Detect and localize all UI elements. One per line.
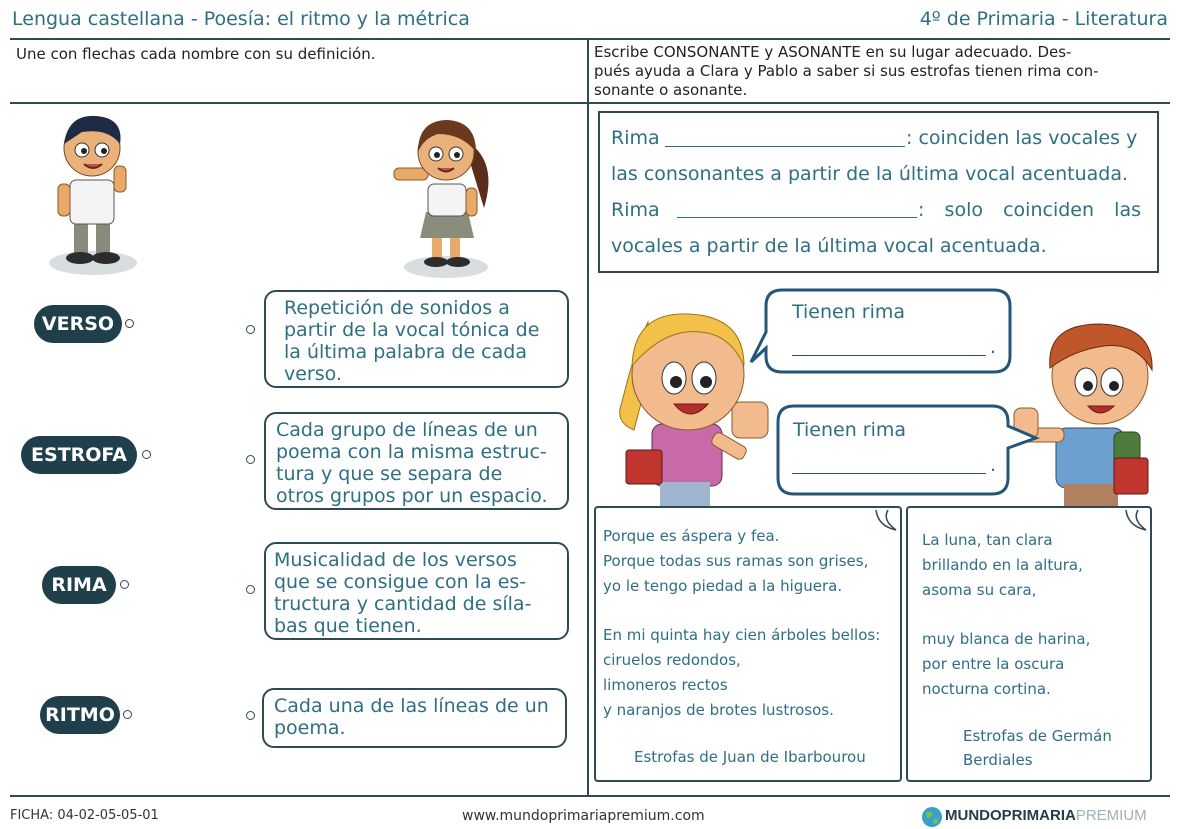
instruction-divider — [10, 102, 1170, 104]
rima-blank-1[interactable] — [665, 146, 905, 147]
speech-bubble-1-shape — [748, 286, 1014, 376]
poem-2-text: La luna, tan clara brillando en la altura, asoma su cara, muy blanca de harina, por entre la oscura nocturna cortina. — [922, 531, 1091, 698]
term-ritmo-connector[interactable] — [123, 710, 132, 719]
poem-1-text: Porque es áspera y fea. Porque todas sus ramas son grises, yo le tengo piedad a la higuera. En mi quinta hay cien árboles bellos: ciruelos redondos, limoneros rectos y naranjos de brotes lustrosos. — [603, 527, 881, 719]
worksheet-title: Lengua castellana - Poesía: el ritmo y la métrica — [12, 8, 470, 30]
term-verso: VERSO — [34, 305, 122, 343]
rima-label-2: Rima — [611, 199, 660, 221]
poem-2-credit: Estrofas de Germán Berdiales — [963, 727, 1112, 769]
right-instruction: Escribe CONSONANTE y ASONANTE en su lugar adecuado. Des- pués ayuda a Clara y Pablo a saber si sus estrofas tienen rima con- sonante o asonante. — [594, 43, 1099, 99]
term-rima: RIMA — [42, 566, 116, 604]
ficha-code: FICHA: 04-02-05-05-01 — [10, 808, 159, 823]
footer-divider — [10, 795, 1170, 797]
term-rima-connector[interactable] — [120, 580, 129, 589]
term-ritmo: RITMO — [40, 696, 120, 734]
girl-illustration — [388, 112, 506, 282]
rima-def-2-end: : solo coinciden las — [918, 199, 1141, 221]
speech-bubble-1-text: Tienen rima — [792, 301, 906, 323]
term-estrofa: ESTROFA — [21, 436, 137, 474]
speech-bubble-2-text: Tienen rima — [793, 419, 907, 441]
rima-label-1: Rima — [611, 127, 660, 149]
definition-1-connector[interactable] — [246, 325, 255, 334]
term-estrofa-connector[interactable] — [142, 450, 151, 459]
globe-icon — [921, 806, 943, 828]
speech-bubble-2-blank[interactable] — [792, 473, 986, 474]
page-curl-2 — [1122, 506, 1152, 536]
website-url[interactable]: www.mundoprimariapremium.com — [462, 808, 705, 824]
left-instruction: Une con flechas cada nombre con su definición. — [16, 45, 376, 63]
speech-bubble-2-shape — [774, 402, 1040, 498]
rima-def-1-line2: las consonantes a partir de la última vocal acentuada. — [611, 163, 1129, 185]
boy-illustration — [38, 108, 148, 280]
speech-bubble-1-blank[interactable] — [792, 355, 986, 356]
definition-box-3: Musicalidad de los versos que se consigue con la es- tructura y cantidad de síla- bas que tienen. — [264, 542, 569, 640]
grade-label: 4º de Primaria - Literatura — [919, 8, 1168, 30]
definition-box-4: Cada una de las líneas de un poema. — [262, 688, 567, 748]
column-divider — [587, 39, 589, 795]
definition-3-connector[interactable] — [246, 585, 255, 594]
brand-logo: MUNDOPRIMARIAPREMIUM — [945, 807, 1147, 824]
definition-box-1: Repetición de sonidos a partir de la vocal tónica de la última palabra de cada verso. — [264, 290, 569, 388]
rima-def-2-line2: vocales a partir de la última vocal acentuada. — [611, 235, 1047, 257]
speech-bubble-1-period: . — [990, 336, 997, 358]
speech-bubble-2-period: . — [990, 454, 997, 476]
poem-1-credit: Estrofas de Juan de Ibarbourou — [634, 748, 866, 766]
term-verso-connector[interactable] — [125, 319, 134, 328]
header-divider — [10, 38, 1170, 40]
definition-4-connector[interactable] — [246, 711, 255, 720]
rima-blank-2[interactable] — [677, 217, 917, 218]
definition-box-2: Cada grupo de líneas de un poema con la misma estruc- tura y que se separa de otros grupos por un espacio. — [264, 412, 569, 510]
rima-def-1-end: : coinciden las vocales y — [906, 127, 1138, 149]
definition-2-connector[interactable] — [246, 455, 255, 464]
